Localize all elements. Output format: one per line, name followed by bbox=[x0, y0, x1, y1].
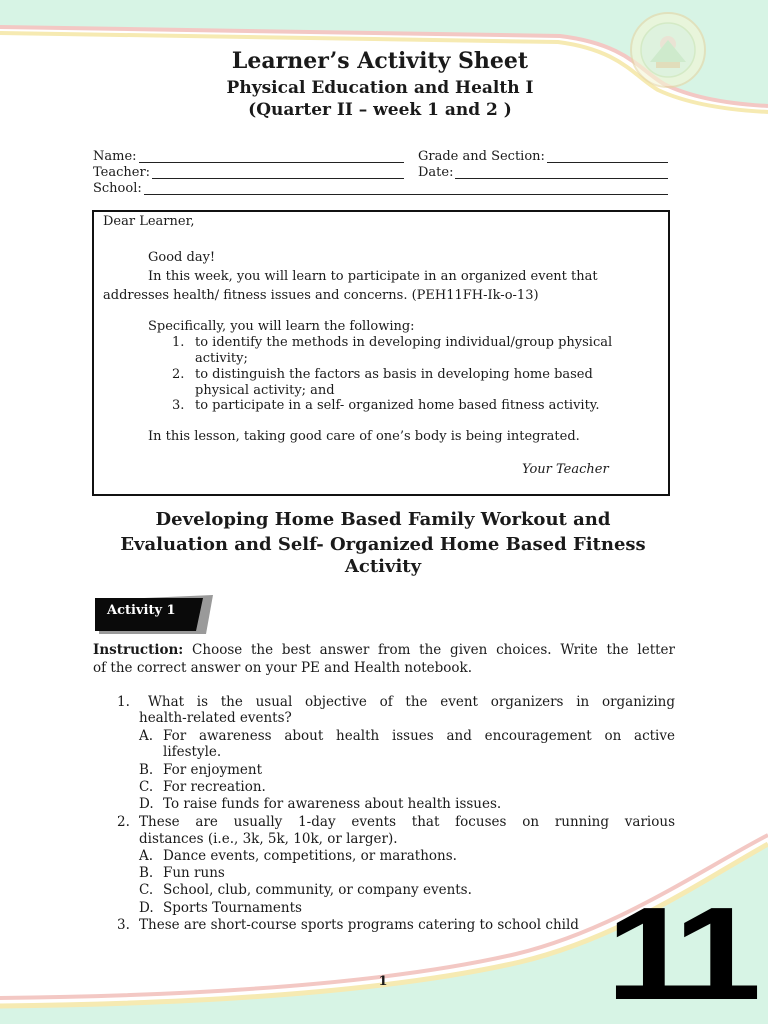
teacher-label: Teacher: bbox=[93, 165, 151, 180]
instruction-line bbox=[93, 642, 675, 659]
date-label: Date: bbox=[418, 165, 454, 180]
grade-section-input[interactable] bbox=[547, 151, 668, 163]
letter-good-day: Good day! bbox=[148, 250, 216, 265]
lesson-title-line: Developing Home Based Family Workout and bbox=[155, 509, 611, 530]
objective-number: 1. bbox=[172, 335, 185, 350]
letter-to-learner bbox=[92, 210, 670, 496]
objective-text-line: to identify the methods in developing individual/group physical bbox=[195, 335, 613, 350]
choice-letter: C. bbox=[139, 779, 154, 795]
objective-text-line: activity; bbox=[195, 351, 248, 366]
name-input[interactable] bbox=[139, 151, 404, 163]
objective-text-line: physical activity; and bbox=[195, 383, 335, 398]
letter-intro-line: In this week, you will learn to participate in an organized event that bbox=[148, 269, 598, 284]
choice-text-line: To raise funds for awareness about health issues. bbox=[163, 796, 502, 812]
choice-letter: D. bbox=[139, 900, 154, 916]
lesson-title-line: Activity bbox=[344, 556, 422, 577]
letter-greeting: Dear Learner, bbox=[103, 214, 195, 229]
question-text-line: These are short-course sports programs catering to school child bbox=[139, 917, 579, 933]
question-number: 3. bbox=[117, 917, 130, 933]
choice-letter: A. bbox=[139, 848, 154, 864]
values-integration-note: In this lesson, taking good care of one’s body is being integrated. bbox=[148, 429, 580, 444]
date-field-row bbox=[418, 165, 668, 181]
school-label: School: bbox=[93, 181, 142, 196]
lesson-title-line: Evaluation and Self- Organized Home Based Fitness bbox=[120, 534, 646, 555]
instruction-text: Choose the best answer from the given choices. Write the letter bbox=[192, 642, 675, 658]
choice-text-line: Dance events, competitions, or marathons. bbox=[163, 848, 457, 864]
instruction-line: of the correct answer on your PE and Health notebook. bbox=[93, 660, 472, 676]
grade-level-mark: 11 bbox=[606, 880, 750, 1024]
choice-text-line: Fun runs bbox=[163, 865, 225, 881]
choice-text-line: School, club, community, or company events. bbox=[163, 882, 472, 898]
instruction-label: Instruction: bbox=[93, 642, 184, 658]
question-number: 1. bbox=[117, 694, 130, 710]
subject-title: Physical Education and Health I bbox=[226, 78, 534, 98]
activity-1-badge bbox=[93, 595, 215, 635]
choice-letter: D. bbox=[139, 796, 154, 812]
question-text-line: These are usually 1-day events that focuses on running various bbox=[139, 814, 675, 830]
objective-text-line: to distinguish the factors as basis in developing home based bbox=[195, 367, 593, 382]
teacher-input[interactable] bbox=[152, 167, 404, 179]
grade-section-field-row bbox=[418, 149, 668, 165]
choice-text-line: For recreation. bbox=[163, 779, 266, 795]
teacher-field-row bbox=[93, 165, 404, 181]
sheet-title: Learner’s Activity Sheet bbox=[231, 48, 529, 74]
choice-letter: A. bbox=[139, 728, 154, 744]
question-text-line: What is the usual objective of the event organizers in organizing bbox=[148, 694, 675, 710]
choice-text-line: For awareness about health issues and encouragement on active bbox=[163, 728, 675, 744]
question-text-line: health-related events? bbox=[139, 710, 292, 726]
objective-text-line: to participate in a self- organized home based fitness activity. bbox=[195, 398, 600, 413]
choice-text-line: lifestyle. bbox=[163, 744, 222, 760]
school-input[interactable] bbox=[144, 183, 668, 195]
question-text-line: distances (i.e., 3k, 5k, 10k, or larger). bbox=[139, 831, 398, 847]
choice-letter: B. bbox=[139, 762, 154, 778]
name-field-row bbox=[93, 149, 404, 165]
question-number: 2. bbox=[117, 814, 130, 830]
choice-text-line: Sports Tournaments bbox=[163, 900, 302, 916]
date-input[interactable] bbox=[455, 167, 668, 179]
quarter-title: (Quarter II – week 1 and 2 ) bbox=[248, 100, 512, 120]
letter-intro-line: addresses health/ fitness issues and concerns. (PEH11FH-Ik-o-13) bbox=[103, 288, 539, 303]
school-field-row bbox=[93, 181, 668, 197]
choice-text-line: For enjoyment bbox=[163, 762, 263, 778]
objective-number: 2. bbox=[172, 367, 185, 382]
choice-letter: C. bbox=[139, 882, 154, 898]
page-number: 1 bbox=[378, 974, 388, 989]
objectives-intro: Specifically, you will learn the following: bbox=[148, 319, 415, 334]
name-label: Name: bbox=[93, 149, 137, 164]
activity-badge-label: Activity 1 bbox=[107, 603, 176, 618]
choice-letter: B. bbox=[139, 865, 154, 881]
grade-section-label: Grade and Section: bbox=[418, 149, 545, 164]
objective-number: 3. bbox=[172, 398, 185, 413]
letter-signature: Your Teacher bbox=[522, 462, 609, 477]
